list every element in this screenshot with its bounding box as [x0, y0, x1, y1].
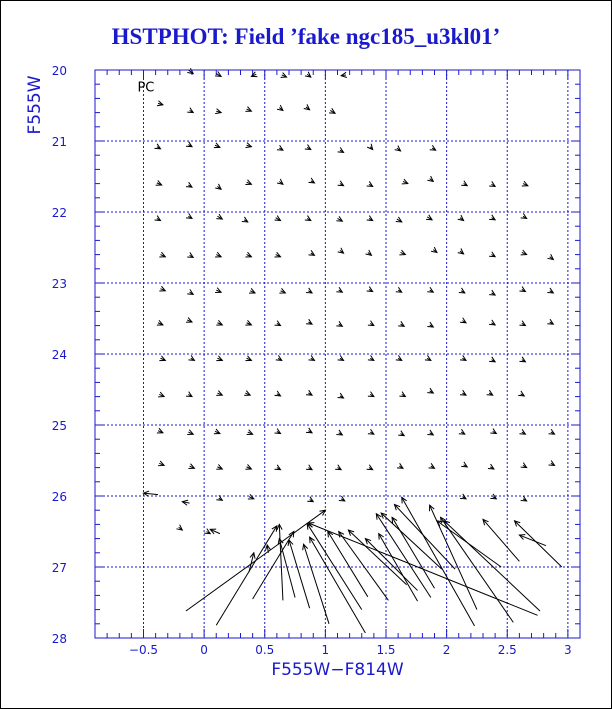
small-offset-vector-head	[186, 182, 192, 187]
small-offset-vector-head	[399, 250, 405, 255]
small-offset-vector-head	[204, 529, 210, 534]
small-offset-vector-head	[336, 216, 342, 221]
small-offset-vector-head	[519, 357, 525, 362]
small-offset-vector-head	[275, 321, 281, 326]
small-offset-vector-head	[186, 392, 192, 397]
small-offset-vector-head	[157, 320, 163, 325]
small-offset-vector-head	[187, 252, 193, 257]
small-offset-vector-head	[459, 288, 465, 293]
small-offset-vector-head	[549, 460, 555, 465]
small-offset-vector-head	[338, 393, 344, 398]
small-offset-vector-head	[306, 428, 312, 433]
small-offset-vector-head	[519, 429, 525, 434]
small-offset-vector-head	[276, 355, 282, 360]
y-tick-labels	[52, 64, 67, 646]
small-offset-vector-head	[339, 496, 345, 501]
long-offset-vector-head	[376, 514, 381, 520]
small-offset-vector-head	[186, 213, 192, 218]
y-tick-label: 22	[51, 206, 67, 220]
small-offset-vector-head	[489, 290, 495, 295]
long-offset-vector	[216, 526, 277, 625]
small-offset-vector-head	[460, 355, 466, 360]
small-offset-vector-head	[397, 463, 403, 468]
y-tick-label: 28	[51, 632, 67, 646]
x-tick-labels	[129, 643, 572, 657]
small-offset-vector-head	[216, 495, 222, 500]
small-offset-vector-head	[338, 147, 344, 152]
small-offset-vector-head	[245, 356, 251, 361]
small-offset-vector-head	[245, 180, 251, 185]
small-offset-vector-head	[281, 73, 287, 78]
small-offset-vector-head	[187, 289, 193, 294]
x-tick-label: 1.5	[376, 643, 396, 657]
long-offset-vector	[441, 517, 514, 622]
small-offset-vector-head	[244, 391, 250, 396]
small-offset-vector-head	[367, 465, 373, 470]
small-offset-vector-head	[427, 430, 433, 435]
x-tick-label: 2.5	[497, 643, 517, 657]
grid-lines	[95, 70, 580, 638]
small-offset-vector-head	[308, 178, 314, 183]
long-offset-vector	[253, 532, 294, 599]
chart-title: HSTPHOT: Field ’fake ngc185_u3kl01’	[111, 24, 501, 49]
small-offset-vector-head	[489, 357, 495, 362]
small-offset-vector-head	[308, 355, 314, 360]
x-tick-label: 0.5	[255, 643, 275, 657]
small-offset-vector-head	[186, 317, 192, 322]
x-tick-label: 0	[200, 643, 208, 657]
small-offset-vector-head	[519, 287, 525, 292]
small-offset-vector-head	[159, 252, 165, 257]
small-offset-vector-head	[367, 216, 373, 221]
small-offset-vector-head	[158, 461, 164, 466]
long-offset-vector	[519, 535, 546, 546]
small-offset-vector-head	[216, 464, 222, 469]
small-offset-vector-head	[521, 463, 527, 468]
small-offset-vector-head	[460, 318, 466, 323]
y-tick-label: 26	[51, 490, 67, 504]
long-offset-vector	[402, 497, 475, 626]
small-offset-vector-head	[154, 144, 160, 149]
small-offset-vector-head	[338, 181, 344, 186]
small-offset-vector-head	[489, 252, 495, 257]
small-offset-vector-head	[519, 321, 525, 326]
small-offset-vector-head	[396, 217, 402, 222]
small-offset-vector-head	[547, 319, 553, 324]
x-tick-label: 1	[321, 643, 330, 657]
small-offset-vector-head	[305, 216, 311, 221]
small-offset-vector-head	[367, 287, 373, 292]
small-offset-vector-head	[522, 181, 528, 186]
small-offset-vector-head	[215, 288, 221, 293]
small-offset-vector-head	[518, 391, 524, 396]
small-offset-vector-head	[338, 355, 344, 360]
small-offset-vector-head	[306, 319, 312, 324]
small-offset-vector-head	[426, 215, 432, 220]
small-offset-vector-head	[336, 430, 342, 435]
small-offset-vector-head	[427, 388, 433, 393]
small-offset-vector-head	[216, 391, 222, 396]
small-offset-vector-head	[306, 288, 312, 293]
small-offset-vector-head	[214, 143, 220, 148]
long-offset-vector	[515, 521, 562, 567]
small-offset-vector-head	[214, 429, 220, 434]
small-offset-vector-head	[158, 392, 164, 397]
small-offset-vector-head	[487, 390, 493, 395]
small-offset-vector-head	[306, 390, 312, 395]
small-offset-vector-head	[521, 213, 527, 218]
y-axis-label: F555W	[25, 75, 45, 135]
small-offset-vector-head	[279, 288, 285, 293]
small-offset-vector-head	[275, 216, 281, 221]
small-offset-vector-head	[521, 250, 527, 255]
small-offset-vector-head	[398, 321, 404, 326]
small-offset-vector-head	[307, 497, 313, 502]
small-offset-vector-head	[425, 355, 431, 360]
small-offset-vector-head	[329, 108, 335, 113]
chip-label: PC	[137, 80, 155, 96]
small-offset-vector-head	[305, 145, 311, 150]
small-offset-vector-head	[368, 392, 374, 397]
long-offset-vector	[483, 519, 519, 561]
small-offset-vector-head	[247, 430, 253, 435]
data-vectors	[144, 68, 562, 633]
small-offset-vector-head	[187, 108, 193, 113]
small-offset-vector-head	[157, 101, 163, 106]
small-offset-vector-head	[186, 142, 192, 147]
x-tick-label: 2	[442, 643, 451, 657]
long-offset-vector	[310, 537, 366, 633]
small-offset-vector-head	[216, 214, 222, 219]
small-offset-vector-head	[215, 109, 221, 114]
small-offset-vector-head	[336, 287, 342, 292]
small-offset-vector-head	[427, 322, 433, 327]
small-offset-vector-head	[489, 320, 495, 325]
small-offset-vector-head	[368, 321, 374, 326]
y-tick-label: 23	[51, 277, 67, 291]
long-offset-vector	[279, 524, 283, 600]
small-offset-vector-head	[154, 216, 160, 221]
small-offset-vector-head	[188, 464, 194, 469]
small-offset-vector-head	[489, 181, 495, 186]
small-offset-vector-head	[245, 320, 251, 325]
small-offset-vector-head	[521, 496, 527, 501]
y-tick-label: 25	[51, 419, 67, 433]
small-offset-vector-head	[249, 288, 255, 293]
small-offset-vector-head	[402, 179, 408, 184]
small-offset-vector-head	[215, 252, 221, 257]
small-offset-vector-head	[188, 355, 194, 360]
x-axis-label: F555W−F814W	[271, 660, 404, 680]
small-offset-vector-head	[396, 287, 402, 292]
small-offset-vector-head	[159, 356, 165, 361]
small-offset-vector-head	[461, 462, 467, 467]
small-offset-vector-head	[156, 180, 162, 185]
small-offset-vector-head	[187, 430, 193, 435]
small-offset-vector-head	[459, 429, 465, 434]
small-offset-vector-head	[489, 215, 495, 220]
small-offset-vector-head	[367, 181, 373, 186]
long-offset-vector	[381, 513, 442, 569]
small-offset-vector-head	[245, 107, 251, 112]
small-offset-vector-head	[248, 494, 254, 499]
small-offset-vector-head	[368, 355, 374, 360]
x-tick-label: −0.5	[128, 643, 159, 657]
small-offset-vector-head	[490, 429, 496, 434]
small-offset-vector-head	[159, 286, 165, 291]
small-offset-vector-head	[306, 465, 312, 470]
small-offset-vector-head	[242, 217, 248, 222]
y-tick-label: 27	[51, 561, 67, 575]
small-offset-vector-head	[336, 321, 342, 326]
small-offset-vector-head	[308, 250, 314, 255]
small-offset-vector-head	[275, 252, 281, 257]
small-offset-vector-head	[399, 392, 405, 397]
small-offset-vector-head	[275, 429, 281, 434]
small-offset-vector-head	[461, 181, 467, 186]
small-offset-vector-head	[427, 287, 433, 292]
y-tick-label: 21	[51, 135, 67, 149]
x-tick-label: 3	[564, 643, 572, 657]
small-offset-vector-head	[216, 320, 222, 325]
small-offset-vector-head	[429, 463, 435, 468]
small-offset-vector-head	[275, 465, 281, 470]
long-offset-vector	[308, 523, 537, 615]
small-offset-vector-head	[157, 428, 163, 433]
long-offset-vector	[304, 544, 329, 624]
small-offset-vector-head	[396, 355, 402, 360]
small-offset-vector-head	[335, 465, 341, 470]
y-tick-label: 24	[51, 348, 67, 362]
small-offset-vector-head	[245, 252, 251, 257]
long-offset-vector	[289, 540, 310, 608]
small-offset-vector-head	[549, 429, 555, 434]
small-offset-vector-head	[368, 429, 374, 434]
small-offset-vector-head	[216, 356, 222, 361]
small-offset-vector-head	[277, 145, 283, 150]
small-offset-vector-head	[245, 143, 251, 148]
small-offset-vector-head	[245, 464, 251, 469]
small-offset-vector-head	[547, 288, 553, 293]
long-offset-vector	[376, 514, 431, 598]
small-offset-vector-head	[460, 390, 466, 395]
y-tick-label: 20	[51, 64, 67, 78]
small-offset-vector-head	[398, 431, 404, 436]
small-offset-vector-head	[488, 464, 494, 469]
small-offset-vector-head	[367, 144, 372, 150]
small-offset-vector-head	[430, 145, 436, 150]
small-offset-vector-head	[275, 391, 281, 396]
